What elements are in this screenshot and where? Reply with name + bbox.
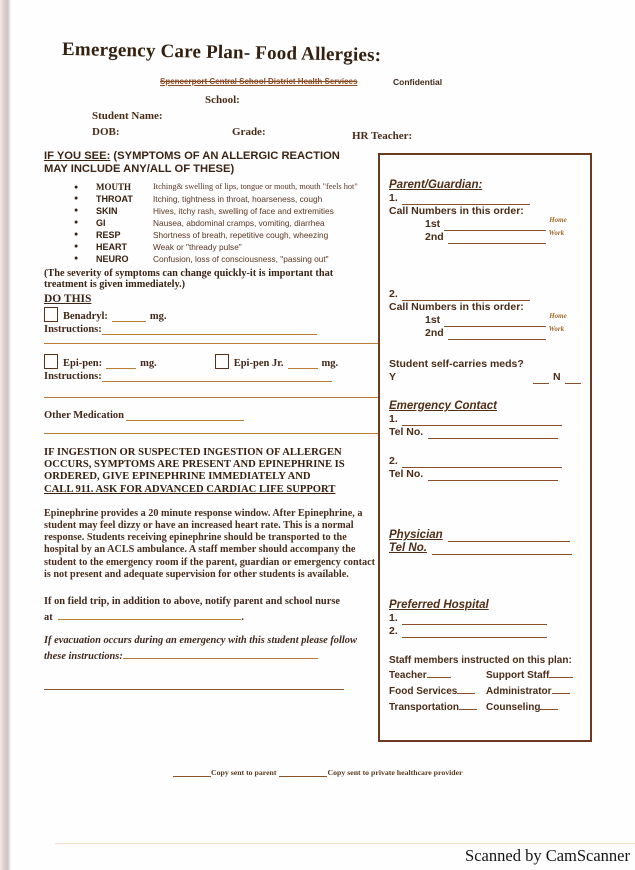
dob-label: DOB: <box>92 126 120 138</box>
blank-line <box>448 328 546 340</box>
epipen-jr-label: Epi-pen Jr. <box>233 357 284 369</box>
symptoms-list <box>44 182 378 265</box>
blank-line <box>402 613 547 625</box>
instructions-row <box>44 323 378 335</box>
benadryl-label: Benadryl: <box>63 310 108 322</box>
bullet-icon: ● <box>74 243 79 250</box>
write-in-line <box>44 397 378 398</box>
blank-line <box>444 315 546 327</box>
instructions-label: Instructions: <box>44 370 102 382</box>
emergency-contact-heading: Emergency Contact <box>389 400 498 412</box>
evacuation-note: If evacuation occurs during an emergency with this student please follow these instructions: <box>44 635 357 663</box>
staff-checklist <box>389 667 581 715</box>
blank-line <box>444 219 546 231</box>
call-2nd-row: 2nd Work <box>425 229 565 243</box>
contact1-row: 1. <box>389 413 581 426</box>
mg-label: mg. <box>140 357 157 369</box>
blank-line <box>288 357 318 369</box>
page-edge <box>55 843 635 844</box>
blank-line <box>457 683 475 694</box>
ingestion-warning <box>44 447 378 496</box>
warning-text: IF INGESTION OR SUSPECTED INGESTION OF ALLERGEN OCCURS, SYMPTOMS ARE PRESENT AND EPINEPHRINE IS ORDERED, GIVE EPINEPHRINE IMMEDIATELY AND <box>44 446 345 483</box>
tel-no-row: Tel No. <box>389 468 581 481</box>
bullet-icon: ● <box>74 219 79 226</box>
school-label: School: <box>205 94 240 106</box>
copy-parent-label: Copy sent to parent <box>211 768 277 777</box>
staff-item: Food Services <box>389 683 486 699</box>
blank-line <box>540 699 558 710</box>
section-divider <box>44 433 378 434</box>
blank-line <box>123 647 318 659</box>
list-item: ● MOUTH Itching& swelling of lips, tongue or mouth, mouth "feels hot" <box>74 182 358 192</box>
copy-distribution-row <box>173 768 463 777</box>
staff-instructed-heading: Staff members instructed on this plan: <box>389 655 572 666</box>
copy-provider-label: Copy sent to private healthcare provider <box>327 768 463 777</box>
blank-line <box>112 310 146 322</box>
parent1-row: 1. <box>389 192 581 205</box>
write-in-line <box>44 689 344 690</box>
field-trip-note: If on field trip, in addition to above, notify parent and school nurse at . <box>44 596 340 624</box>
staff-item: Counseling <box>486 699 581 715</box>
blank-line <box>565 372 581 384</box>
left-column <box>44 150 378 690</box>
section-divider <box>44 343 378 344</box>
blank-line <box>102 323 317 335</box>
epipen-label: Epi-pen: <box>63 357 103 369</box>
bullet-icon: ● <box>74 183 79 191</box>
other-medication-row <box>44 409 378 421</box>
district-name-strikethrough: Spencerport Central School District Health Services <box>160 77 358 86</box>
instructions-row <box>44 370 378 382</box>
scan-edge-strip <box>0 0 11 870</box>
blank-line <box>402 193 530 205</box>
list-item: ● GI Nausea, abdominal cramps, vomiting, diarrhea <box>74 218 325 228</box>
bullet-icon: ● <box>74 231 79 238</box>
benadryl-row <box>44 307 378 322</box>
work-tag: Work <box>548 325 565 333</box>
staff-item: Teacher <box>389 667 486 683</box>
symptoms-heading-rest: (SYMPTOMS OF AN ALLERGIC REACTION <box>110 150 340 162</box>
contact2-row: 2. <box>389 455 581 468</box>
blank-line <box>126 409 244 421</box>
tel-no-row: Tel No. <box>389 426 581 439</box>
staff-item: Transportation <box>389 699 486 715</box>
call-order-label: Call Numbers in this order: <box>389 205 524 217</box>
self-carries-row: Student self-carries meds? Y N <box>389 358 581 384</box>
other-medication-label: Other Medication <box>44 409 125 421</box>
mg-label: mg. <box>321 357 339 369</box>
physician-tel-row <box>389 542 581 555</box>
hospital1-row: 1. <box>389 612 581 625</box>
severity-note: (The severity of symptoms can change quickly-it is important that treatment is given immediately.) <box>44 267 334 291</box>
epipen-checkbox <box>44 354 58 369</box>
hr-teacher-label: HR Teacher: <box>352 130 413 142</box>
call-order-label: Call Numbers in this order: <box>389 301 524 313</box>
blank-line <box>279 768 327 777</box>
document-title: Emergency Care Plan- Food Allergies: <box>61 38 382 67</box>
bullet-icon: ● <box>74 255 79 262</box>
list-item: ● RESP Shortness of breath, repetitive cough, wheezing <box>74 230 329 240</box>
blank-line <box>58 608 241 620</box>
blank-line <box>428 427 558 439</box>
blank-line <box>533 372 549 384</box>
call-1st-row: 1st Home <box>425 216 567 230</box>
hospital2-row: 2. <box>389 625 581 638</box>
call-1st-row: 1st Home <box>425 312 567 326</box>
home-tag: Home <box>549 312 567 320</box>
confidential-label: Confidential <box>393 77 443 87</box>
mg-label: mg. <box>149 310 167 322</box>
blank-line <box>402 414 562 426</box>
physician-heading: Physician <box>389 529 443 541</box>
blank-line <box>173 768 211 777</box>
if-you-see-label: IF YOU SEE: <box>44 150 111 162</box>
home-tag: Home <box>549 216 567 224</box>
blank-line <box>448 232 546 244</box>
blank-line <box>402 289 530 301</box>
call-2nd-row: 2nd Work <box>425 325 565 339</box>
blank-line <box>459 699 477 710</box>
blank-line <box>549 667 573 678</box>
list-item: ● HEART Weak or "thready pulse" <box>74 242 242 252</box>
physician-tel-heading: Tel No. <box>389 542 427 554</box>
blank-line <box>427 667 451 678</box>
list-item: ● NEURO Confusion, loss of consciousness, "passing out" <box>74 254 329 264</box>
blank-line <box>102 370 332 382</box>
bullet-icon: ● <box>74 195 79 202</box>
camscanner-watermark: Scanned by CamScanner <box>465 846 630 865</box>
list-item: ● SKIN Hives, itchy rash, swelling of face and extremities <box>74 206 334 216</box>
preferred-hospital-heading: Preferred Hospital <box>389 599 489 611</box>
blank-line <box>552 683 570 694</box>
benadryl-checkbox <box>44 307 58 322</box>
symptoms-heading <box>44 150 378 176</box>
blank-line <box>432 543 572 555</box>
do-this-heading: DO THIS <box>44 292 92 305</box>
bullet-icon: ● <box>74 207 79 214</box>
staff-item: Administrator <box>486 683 581 699</box>
contact-info-panel <box>378 153 592 742</box>
physician-row <box>389 529 581 542</box>
staff-item: Support Staff <box>486 667 581 683</box>
parent2-row: 2. <box>389 288 581 301</box>
work-tag: Work <box>548 229 565 237</box>
blank-line <box>402 456 562 468</box>
blank-line <box>428 469 558 481</box>
epinephrine-paragraph: Epinephrine provides a 20 minute response window. After Epinephrine, a student may feel dizzy or have an increased heart rate. This is a normal response. Students receiving epinephrine should be transported to the hospital by an ACLS ambulance. A staff member should accompany the student to the emergency room if the parent, guardian or emergency contact is not present and adequate supervision for other students is available. <box>44 507 376 580</box>
blank-line <box>106 357 136 369</box>
symptoms-heading-line2: MAY INCLUDE ANY/ALL OF THESE) <box>44 163 235 175</box>
grade-label: Grade: <box>232 126 266 138</box>
blank-line <box>448 530 570 542</box>
list-item: ● THROAT Itching, tightness in throat, hoarseness, cough <box>74 194 323 204</box>
epipen-jr-checkbox <box>215 354 229 369</box>
instructions-label: Instructions: <box>44 323 102 335</box>
student-name-label: Student Name: <box>92 110 163 122</box>
call-911-line: CALL 911. ASK FOR ADVANCED CARDIAC LIFE SUPPORT <box>44 483 336 495</box>
parent-guardian-heading: Parent/Guardian: <box>389 179 483 191</box>
blank-line <box>402 626 547 638</box>
epipen-row <box>44 354 378 369</box>
